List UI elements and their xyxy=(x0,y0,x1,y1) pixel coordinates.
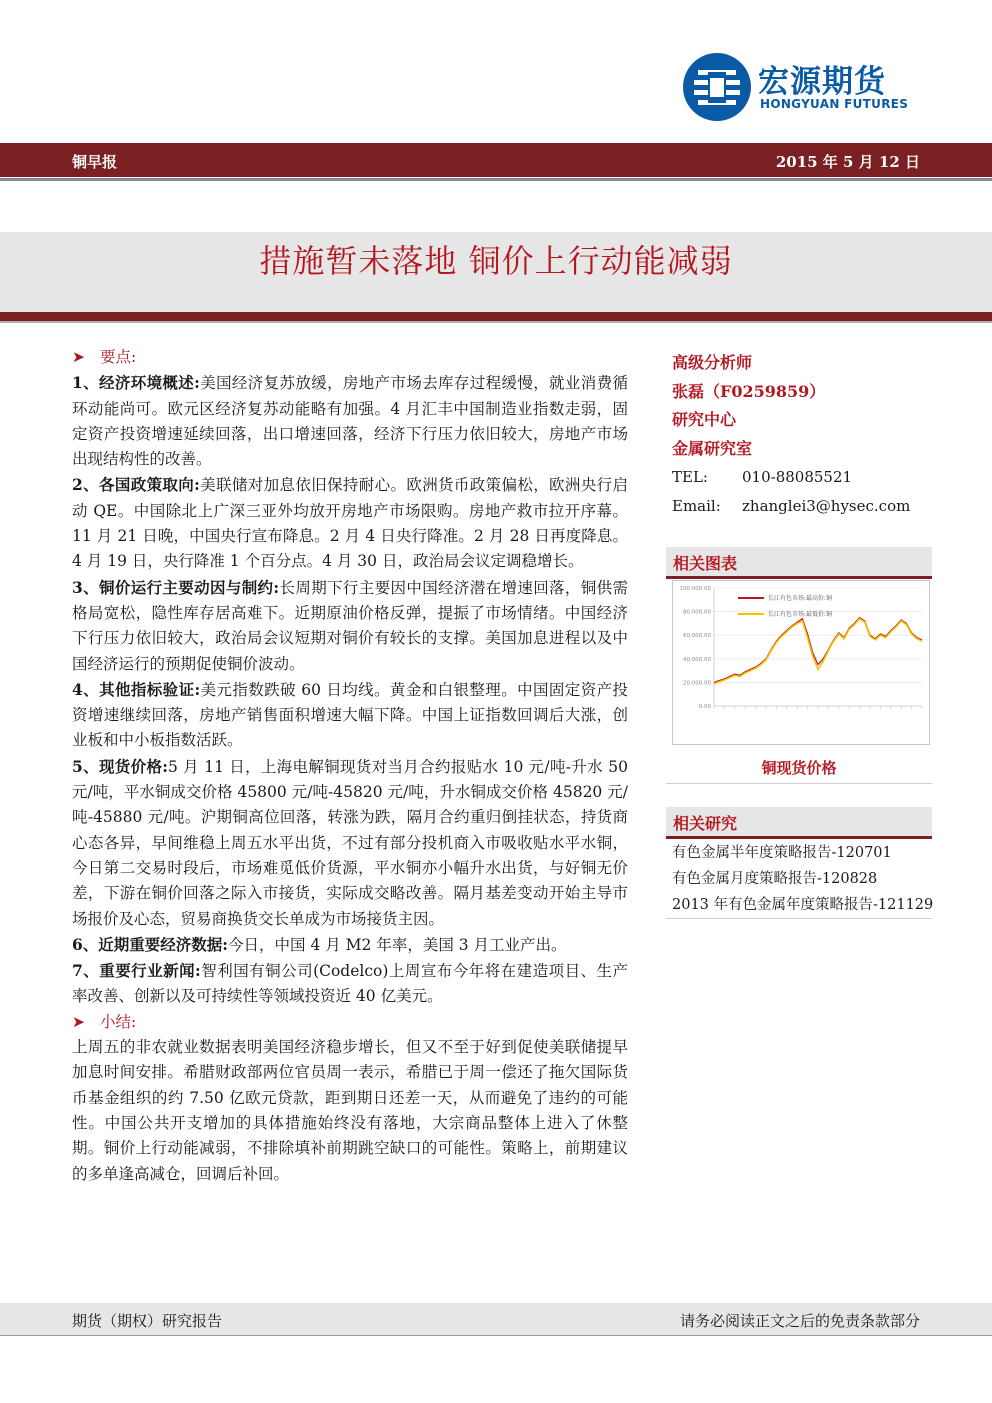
footer-divider xyxy=(0,1335,992,1336)
research-separator xyxy=(666,918,932,919)
point-2: 2、各国政策取向:美联储对加息依旧保持耐心。欧洲货币政策偏松，欧洲央行启动 QE。中国除北上广深三亚外均放开房地产市场限购。房地产救市拉开序幕。11 月 21 日晚，中国央行宣布降息。2 月 4 日央行降准。2 月 28 日再度降息。4 月 19 日，央行降准 1 个百分点。4 月 30 日，政治局会议定调稳增长。 xyxy=(72,475,628,571)
chart-y-tick-label: 60,000.00 xyxy=(683,633,711,640)
arrow-bullet-icon: ➤ xyxy=(72,348,85,366)
research-section-header: 相关研究 xyxy=(666,807,932,839)
points-heading: ➤ 要点: xyxy=(72,345,628,370)
analyst-lab: 金属研究室 xyxy=(672,438,753,458)
research-list xyxy=(672,840,933,918)
research-item[interactable]: 有色金属半年度策略报告-120701 xyxy=(672,845,892,861)
header-bar xyxy=(0,143,992,177)
arrow-bullet-icon: ➤ xyxy=(72,1012,85,1031)
summary-text: 上周五的非农就业数据表明美国经济稳步增长，但又不至于好到促使美联储提早加息时间安排。希腊财政部两位官员周一表示，希腊已于周一偿还了拖欠国际货币基金组织的约 7.50 亿欧元贷款，距到期日还差一天，从而避免了违约的可能性。中国公共开支增加的具体措施始终没有落地，大宗商品整体上进入了休整期。铜价上行动能减弱，不排除填补前期跳空缺口的可能性。策略上，前期建议的多单逢高减仓，回调后补回。 xyxy=(72,1038,628,1183)
point-7: 7、重要行业新闻:智利国有铜公司(Codelco)上周宣布今年将在建造项目、生产率改善、创新以及可持续性等领域投资近 40 亿美元。 xyxy=(72,961,628,1006)
email-link[interactable]: zhanglei3@hysec.com xyxy=(742,496,911,515)
analyst-title: 高级分析师 xyxy=(672,353,753,372)
report-type: 铜早报 xyxy=(72,153,118,171)
chart-y-tick-label: 80,000.00 xyxy=(683,609,711,616)
point-4: 4、其他指标验证:美元指数跌破 60 日均线。黄金和白银整理。中国固定资产投资增速继续回落，房地产销售面积增速大幅下降。中国上证指数回调后大涨，创业板和中小板指数活跃。 xyxy=(72,679,628,750)
chart-section-header: 相关图表 xyxy=(666,547,932,579)
copper-price-chart xyxy=(672,580,930,745)
research-item[interactable]: 有色金属月度策略报告-120828 xyxy=(672,871,878,887)
chart-y-tick-label: 100,000.00 xyxy=(679,586,711,592)
chart-frame xyxy=(673,581,930,745)
chart-legend-label: 长江有色市场:最高价:铜 xyxy=(768,595,833,602)
chart-separator xyxy=(666,783,932,784)
analyst-dept: 研究中心 xyxy=(672,410,737,429)
point-5: 5、现货价格:5 月 11 日，上海电解铜现货对当月合约报贴水 10 元/吨-升水 50 元/吨，平水铜成交价格 45800 元/吨-45820 元/吨，升水铜成交价格 45820 元/吨-45880 元/吨。沪期铜高位回落，转涨为跌，隔月合约重归倒挂状态，持货商心态各异，早间维稳上周五水平出货，不过有部分投机商入市吸收贴水平水铜，今日第二交易时段后，市场难觅低价货源，平水铜亦小幅升水出货，与好铜无价差，下游在铜价回落之际入市接货，实际成交略改善。隔月基差变动开始主导市场报价及心态，贸易商换货交长单成为市场接货主因。 xyxy=(72,756,628,928)
chart-y-tick-label: 0.00 xyxy=(698,704,711,710)
brand-name: 宏源期货 xyxy=(758,64,886,100)
chart-y-tick-label: 40,000.00 xyxy=(683,656,711,663)
tel-value: 010-88085521 xyxy=(742,468,853,486)
brand-subtitle: HONGYUAN FUTURES xyxy=(760,97,909,111)
report-date: 2015 年 5 月 12 日 xyxy=(775,153,920,171)
chart-legend-label: 长江有色市场:最低价:铜 xyxy=(768,611,833,618)
footer-disclaimer: 请务必阅读正文之后的免责条款部分 xyxy=(679,1312,920,1330)
research-item[interactable]: 2013 年有色金属年度策略报告-121129 xyxy=(672,897,934,913)
tel-row: TEL: 010-88085521 xyxy=(672,468,853,486)
email-row: Email: zhanglei3@hysec.com xyxy=(672,496,911,515)
point-3: 3、铜价运行主要动因与制约:长周期下行主要因中国经济潜在增速回落，铜供需格局宽松，隐性库存居高难下。近期原油价格反弹，提振了市场情绪。中国经济下行压力依旧较大，政治局会议短期对铜价有较长的支撑。美国加息进程以及中国经济运行的预期促使铜价波动。 xyxy=(72,577,628,673)
point-1: 1、经济环境概述:美国经济复苏放缓，房地产市场去库存过程缓慢，就业消费循环动能尚可。欧元区经济复苏动能略有加强。4 月汇丰中国制造业指数走弱，固定资产投资增速延续回落，出口增速回落，经济下行压力依旧较大，房地产市场出现结构性的改善。 xyxy=(72,373,628,469)
summary-heading: ➤ 小结: xyxy=(72,1010,628,1035)
analyst-name: 张磊（F0259859） xyxy=(672,381,826,401)
title-divider xyxy=(0,312,992,321)
footer-bar xyxy=(0,1303,992,1335)
title-band xyxy=(0,232,992,314)
footer-left: 期货（期权）研究报告 xyxy=(72,1312,223,1330)
chart-y-tick-label: 20,000.00 xyxy=(683,680,711,687)
title-divider-shadow xyxy=(0,321,992,323)
page-title: 措施暂未落地 铜价上行动能减弱 xyxy=(259,242,733,280)
chart-caption: 铜现货价格 xyxy=(761,759,837,777)
header-divider xyxy=(0,178,992,181)
point-6: 6、近期重要经济数据:今日，中国 4 月 M2 年率，美国 3 月工业产出。 xyxy=(72,934,567,954)
analyst-info xyxy=(672,349,932,520)
main-content xyxy=(72,345,628,1187)
